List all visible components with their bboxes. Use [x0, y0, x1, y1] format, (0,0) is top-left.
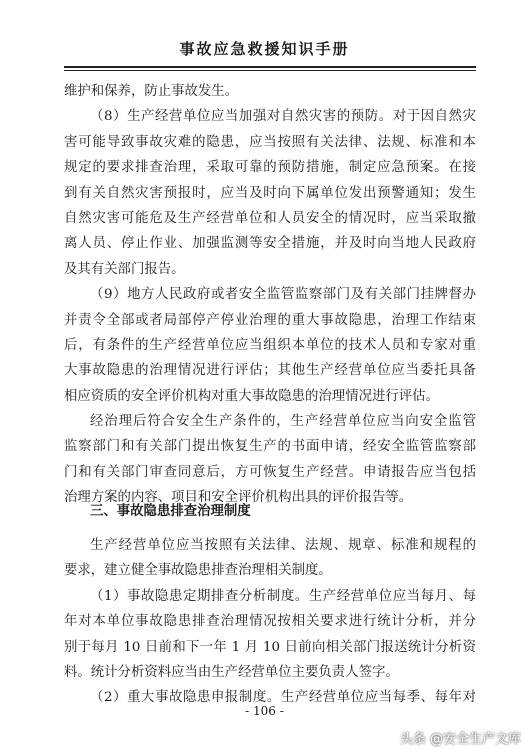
body-text-block-2: [64, 533, 476, 711]
text-line: 后，有条件的生产经营单位应当组织本单位的技术人员和专家对重: [64, 337, 476, 353]
header-rule-thin: [64, 70, 476, 71]
text-line: 大事故隐患的治理情况进行评估；其他生产经营单位应当委托具备: [64, 363, 476, 379]
text-line: 监察部门和有关部门提出恢复生产的书面申请，经安全监管监察部: [64, 439, 476, 455]
text-line: （2）重大事故隐患申报制度。生产经营单位应当每季、每年对: [90, 690, 476, 706]
text-line: 及其有关部门报告。: [64, 261, 185, 277]
text-line: （1）事故隐患定期排查分析制度。生产经营单位应当每月、每: [90, 588, 476, 604]
text-line: 规定的要求排查治理，采取可靠的预防措施，制定应急预案。在接: [64, 160, 476, 176]
header-rule-thick: [64, 66, 476, 68]
text-line: 料。统计分析资料应当由生产经营单位主要负责人签字。: [64, 664, 399, 680]
section-heading: 三、事故隐患排查治理制度: [90, 504, 251, 519]
text-line: 并责令全部或者局部停产停业治理的重大事故隐患，治理工作结束: [64, 312, 476, 328]
text-line: 到有关自然灾害预报时，应当及时向下属单位发出预警通知；发生: [64, 185, 476, 201]
text-line: 门和有关部门审查同意后，方可恢复生产经营。申请报告应当包括: [64, 464, 476, 480]
text-line: 维护和保养，防止事故发生。: [64, 84, 239, 99]
page-header-title: 事故应急救援知识手册: [179, 40, 350, 58]
text-line: 相应资质的安全评价机构对重大事故隐患的治理情况进行评估。: [64, 388, 439, 404]
text-line: 别于每月 10 日前和下一年 1 月 10 日前向相关部门报送统计分析资: [64, 639, 476, 655]
watermark: 头条 @安全生产文库: [399, 732, 521, 747]
text-line: 自然灾害可能危及生产经营单位和人员安全的情况时，应当采取撤: [64, 210, 476, 226]
text-line: 治理方案的内容、项目和安全评价机构出具的评价报告等。: [64, 490, 413, 506]
text-line: （8）生产经营单位应当加强对自然灾害的预防。对于因自然灾: [90, 109, 476, 125]
text-line: 要求，建立健全事故隐患排查治理相关制度。: [64, 563, 332, 579]
text-line: 生产经营单位应当按照有关法律、法规、规章、标准和规程的: [90, 538, 476, 553]
page-number: - 106 -: [245, 704, 284, 718]
text-line: 害可能导致事故灾难的隐患，应当按照有关法律、法规、标准和本: [64, 134, 476, 150]
text-line: 经治理后符合安全生产条件的，生产经营单位应当向安全监管: [90, 414, 476, 430]
text-line: （9）地方人民政府或者安全监管监察部门及有关部门挂牌督办: [90, 287, 476, 303]
body-text-block-1: [64, 79, 476, 511]
text-line: 年对本单位事故隐患排查治理情况按相关要求进行统计分析，并分: [64, 614, 476, 630]
text-line: 离人员、停止作业、加强监测等安全措施，并及时向当地人民政府: [64, 236, 476, 252]
